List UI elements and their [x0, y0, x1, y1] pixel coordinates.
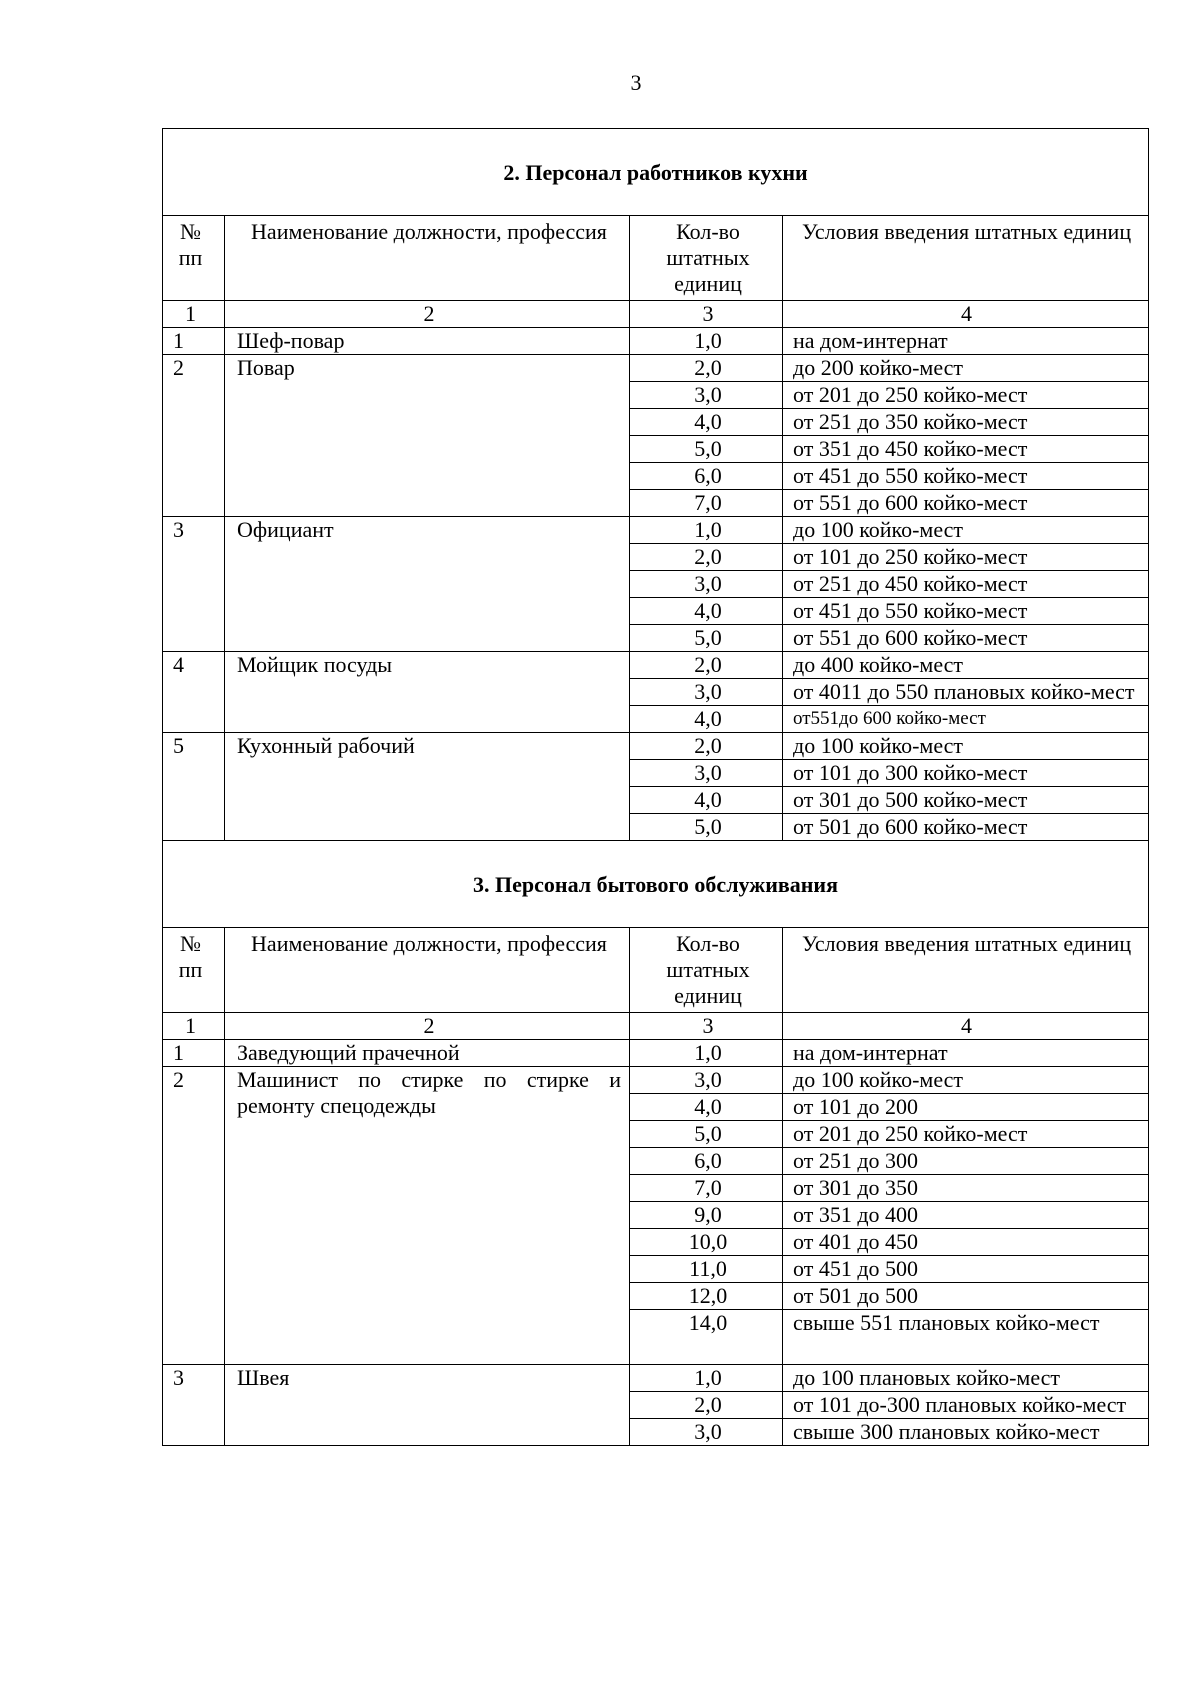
staff-condition: свыше 551 плановых койко-мест — [783, 1310, 1149, 1365]
position-name: Машинист по стирке по стирке и ремонту спецодежды — [225, 1067, 630, 1365]
staff-quantity: 7,0 — [630, 490, 783, 517]
staff-quantity: 3,0 — [630, 571, 783, 598]
position-name: Кухонный рабочий — [225, 733, 630, 841]
staff-condition: от 101 до-300 плановых койко-мест — [783, 1392, 1149, 1419]
staff-condition: от 251 до 300 — [783, 1148, 1149, 1175]
staff-condition: от 551 до 600 койко-мест — [783, 490, 1149, 517]
staff-condition: до 100 койко-мест — [783, 517, 1149, 544]
staff-quantity: 5,0 — [630, 436, 783, 463]
staff-quantity: 6,0 — [630, 1148, 783, 1175]
staff-quantity: 2,0 — [630, 1392, 783, 1419]
row-number: 1 — [163, 328, 225, 355]
staff-quantity: 4,0 — [630, 787, 783, 814]
staff-quantity: 5,0 — [630, 625, 783, 652]
staff-quantity: 1,0 — [630, 1040, 783, 1067]
staff-condition: от 101 до 300 койко-мест — [783, 760, 1149, 787]
column-number: 2 — [225, 1013, 630, 1040]
staff-quantity: 9,0 — [630, 1202, 783, 1229]
staff-quantity: 1,0 — [630, 1365, 783, 1392]
staff-quantity: 3,0 — [630, 1067, 783, 1094]
section-title: 3. Персонал бытового обслуживания — [163, 841, 1149, 928]
staff-condition: от 451 до 500 — [783, 1256, 1149, 1283]
header-conditions: Условия введения штатных единиц — [783, 216, 1149, 301]
table-row — [163, 652, 1149, 679]
table-row — [163, 1067, 1149, 1094]
column-number-row — [163, 1013, 1149, 1040]
row-number: 3 — [163, 1365, 225, 1446]
staff-condition: от 301 до 350 — [783, 1175, 1149, 1202]
column-number: 1 — [163, 301, 225, 328]
staff-condition: от 451 до 550 койко-мест — [783, 598, 1149, 625]
column-number: 1 — [163, 1013, 225, 1040]
staff-quantity: 2,0 — [630, 355, 783, 382]
staff-condition: от 501 до 600 койко-мест — [783, 814, 1149, 841]
staff-quantity: 4,0 — [630, 409, 783, 436]
staff-condition: от 401 до 450 — [783, 1229, 1149, 1256]
column-number: 4 — [783, 301, 1149, 328]
staff-condition: от 301 до 500 койко-мест — [783, 787, 1149, 814]
staff-quantity: 3,0 — [630, 679, 783, 706]
table-row — [163, 328, 1149, 355]
staff-quantity: 12,0 — [630, 1283, 783, 1310]
header-number: № пп — [163, 928, 225, 1013]
staff-condition: от 101 до 200 — [783, 1094, 1149, 1121]
column-number: 2 — [225, 301, 630, 328]
header-position: Наименование должности, профессия — [225, 928, 630, 1013]
staffing-table — [162, 128, 1149, 1446]
column-number-row — [163, 301, 1149, 328]
staff-quantity: 3,0 — [630, 760, 783, 787]
staff-condition: на дом-интернат — [783, 1040, 1149, 1067]
row-number: 4 — [163, 652, 225, 733]
staff-quantity: 6,0 — [630, 463, 783, 490]
position-name: Официант — [225, 517, 630, 652]
column-number: 3 — [630, 1013, 783, 1040]
header-number: № пп — [163, 216, 225, 301]
table-row — [163, 1040, 1149, 1067]
position-name: Повар — [225, 355, 630, 517]
section-title: 2. Персонал работников кухни — [163, 129, 1149, 216]
staff-quantity: 4,0 — [630, 598, 783, 625]
position-name: Швея — [225, 1365, 630, 1446]
staff-condition: до 100 койко-мест — [783, 733, 1149, 760]
staff-quantity: 3,0 — [630, 382, 783, 409]
column-header-row — [163, 216, 1149, 301]
staff-condition: до 100 плановых койко-мест — [783, 1365, 1149, 1392]
staff-condition: от 351 до 400 — [783, 1202, 1149, 1229]
staff-condition: свыше 300 плановых койко-мест — [783, 1419, 1149, 1446]
staff-condition: от551до 600 койко-мест — [783, 706, 1149, 733]
staff-condition: от 351 до 450 койко-мест — [783, 436, 1149, 463]
staff-quantity: 10,0 — [630, 1229, 783, 1256]
header-quantity: Кол-во штатных единиц — [630, 216, 783, 301]
staff-quantity: 1,0 — [630, 328, 783, 355]
row-number: 1 — [163, 1040, 225, 1067]
staff-condition: до 400 койко-мест — [783, 652, 1149, 679]
staff-condition: на дом-интернат — [783, 328, 1149, 355]
staff-quantity: 14,0 — [630, 1310, 783, 1365]
column-number: 3 — [630, 301, 783, 328]
staff-quantity: 5,0 — [630, 814, 783, 841]
staff-condition: от 101 до 250 койко-мест — [783, 544, 1149, 571]
staff-condition: от 201 до 250 койко-мест — [783, 1121, 1149, 1148]
column-number: 4 — [783, 1013, 1149, 1040]
table-row — [163, 733, 1149, 760]
staff-quantity: 3,0 — [630, 1419, 783, 1446]
staff-condition: до 200 койко-мест — [783, 355, 1149, 382]
position-name: Мойщик посуды — [225, 652, 630, 733]
staff-quantity: 2,0 — [630, 733, 783, 760]
staff-condition: от 501 до 500 — [783, 1283, 1149, 1310]
staff-condition: до 100 койко-мест — [783, 1067, 1149, 1094]
staff-condition: от 551 до 600 койко-мест — [783, 625, 1149, 652]
table-row — [163, 355, 1149, 382]
position-name: Шеф-повар — [225, 328, 630, 355]
staff-condition: от 4011 до 550 плановых койко-мест — [783, 679, 1149, 706]
column-header-row — [163, 928, 1149, 1013]
staff-quantity: 4,0 — [630, 706, 783, 733]
row-number: 5 — [163, 733, 225, 841]
section-title-row — [163, 129, 1149, 216]
staff-quantity: 2,0 — [630, 544, 783, 571]
staff-condition: от 451 до 550 койко-мест — [783, 463, 1149, 490]
table-row — [163, 1365, 1149, 1392]
table-row — [163, 517, 1149, 544]
staff-condition: от 201 до 250 койко-мест — [783, 382, 1149, 409]
row-number: 2 — [163, 355, 225, 517]
header-quantity: Кол-во штатных единиц — [630, 928, 783, 1013]
position-name: Заведующий прачечной — [225, 1040, 630, 1067]
staff-quantity: 11,0 — [630, 1256, 783, 1283]
staff-quantity: 5,0 — [630, 1121, 783, 1148]
header-conditions: Условия введения штатных единиц — [783, 928, 1149, 1013]
section-title-row — [163, 841, 1149, 928]
page-number: 3 — [630, 70, 642, 95]
row-number: 3 — [163, 517, 225, 652]
staff-quantity: 1,0 — [630, 517, 783, 544]
staff-quantity: 4,0 — [630, 1094, 783, 1121]
header-position: Наименование должности, профессия — [225, 216, 630, 301]
staff-condition: от 251 до 350 койко-мест — [783, 409, 1149, 436]
staff-quantity: 2,0 — [630, 652, 783, 679]
staff-condition: от 251 до 450 койко-мест — [783, 571, 1149, 598]
row-number: 2 — [163, 1067, 225, 1365]
staff-quantity: 7,0 — [630, 1175, 783, 1202]
